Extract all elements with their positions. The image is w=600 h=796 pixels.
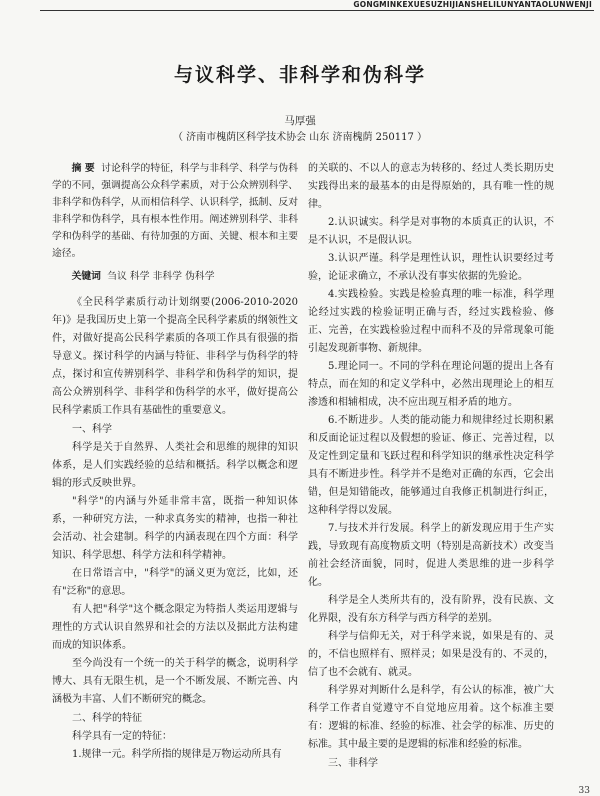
keywords-text: 刍议 科学 非科学 伪科学 [107,271,215,282]
header-rule [40,10,594,11]
abstract-text: 讨论科学的特征，科学与非科学、科学与伪科学的不同，强调提高公众科学素质，对于公众辨别科学、非科学和伪科学，从而相信科学、认识科学，抵制、反对非科学和伪科学，具有根本性作用。阐述辨别科学、非科学和伪科学的基础、有待加强的方面、关键、根本和主要途径。 [52,163,299,259]
running-title: GONGMINKEXUESUZHIJIANSHELILUNYANTAOLUNWENJI [353,0,592,9]
abstract [52,160,298,262]
keywords-label: 关键词 [71,271,101,282]
keywords [52,268,298,286]
paragraph: 4.实践检验。实践是检验真理的唯一标准，科学理论经过实践的检验证明正确与否，经过实践检验、修正、完善，在实践检验过程中而科不及的异常现象可能引起发现新事物、新规律。 [308,289,554,354]
paragraph: 1.规律一元。科学所指的规律是万物运动所具有 [72,749,282,760]
section-heading-three: 三、非科学 [328,758,378,769]
paragraph: 至今尚没有一个统一的关于科学的概念，说明科学博大、具有无限生机，是一个不断发展、不断完善、内涵极为丰富、人们不断研究的概念。 [52,658,298,705]
paragraph: 6.不断进步。人类的能动能力和规律经过长期积累和反面论证过程以及假想的验证、修正、完善过程，以及定性到定量和飞跃过程和科学知识的继承性决定科学具有不断进步性。科学并不是绝对正确的东西，它会出错，但是知错能改，能够通过自我修正机制进行纠正，这种科学得以发展。 [308,415,554,516]
paragraph: 科学是关于自然界、人类社会和思维的规律的知识体系，是人们实践经验的总结和概括。科学以概念和逻辑的形式反映世界。 [52,442,298,489]
paragraph: 有人把"科学"这个概念限定为特指人类运用逻辑与理性的方式认识自然界和社会的方法以及据此方法构建而成的知识体系。 [52,604,298,651]
paragraph: "科学"的内涵与外延非常丰富，既指一种知识体系，一种研究方法，一种求真务实的精神，也指一种社会活动、社会建制。科学的内涵表现在四个方面：科学知识、科学思想、科学方法和科学精神。 [52,496,298,561]
page-number: 33 [578,786,590,796]
paragraph: 科学具有一定的特征： [72,731,172,742]
paragraph: 在日常语言中，"科学"的涵义更为宽泛，比如，还有"泛称"的意思。 [52,568,298,597]
section-heading-two: 二、科学的特征 [72,713,142,724]
paragraph: 7.与技术并行发展。科学上的新发现应用于生产实践，导致现有高度物质文明（特别是高新技术）改变当前社会经济面貌，同时，促进人类思维的进一步科学化。 [308,523,554,588]
paragraph: 5.理论同一。不同的学科在理论问题的提出上各有特点，而在知的和定义学科中，必然出现理论上的相互渗透和相辅相成，决不应出现互相矛盾的地方。 [308,361,554,408]
article-author: 马厚强 [284,115,316,127]
article-affiliation: （ 济南市槐荫区科学技术协会 山东 济南槐荫 250117 ） [172,132,428,143]
paragraph: 3.认识严谨。科学是理性认识，理性认识要经过考验，论证求确立，不承认没有事实依据的先验论。 [308,253,554,282]
right-column [308,160,554,773]
running-header [0,0,600,10]
paragraph: 《全民科学素质行动计划纲要(2006-2010-2020年)》是我国历史上第一个提高全民科学素质的纲领性文件，对做好提高公民科学素质的各项工作具有很强的指导意义。探讨科学的内涵与特征、非科学与伪科学的特点，探讨和宣传辨别科学、非科学和伪科学的知识，提高公众辨别科学、非科学和伪科学的水平，做好提高公民科学素质工作具有基础性的重要意义。 [52,297,298,416]
paragraph: 科学界对判断什么是科学，有公认的标准，被广大科学工作者自觉遵守不自觉地应用着。这个标准主要有：逻辑的标准、经验的标准、社会学的标准、历史的标准。其中最主要的是逻辑的标准和经验的标准。 [308,685,554,750]
section-heading-one: 一、科学 [72,424,112,435]
paragraph: 2.认识诚实。科学是对事物的本质真正的认识，不是不认识，不是假认识。 [308,217,554,246]
left-column [52,160,298,764]
paragraph: 科学与信仰无关，对于科学来说，如果是有的、灵的，不信也照样有、照样灵；如果是没有的、不灵的，信了也不会就有、就灵。 [308,631,554,678]
paragraph: 科学是全人类所共有的，没有阶界，没有民族、文化界限，没有东方科学与西方科学的差别。 [308,595,554,624]
paragraph: 的关联的、不以人的意志为转移的、经过人类长期历史实践得出来的最基本的由是得原始的，具有唯一性的规律。 [308,163,554,210]
article-title: 与议科学、非科学和伪科学 [173,64,426,86]
abstract-label: 摘 要 [71,163,95,174]
